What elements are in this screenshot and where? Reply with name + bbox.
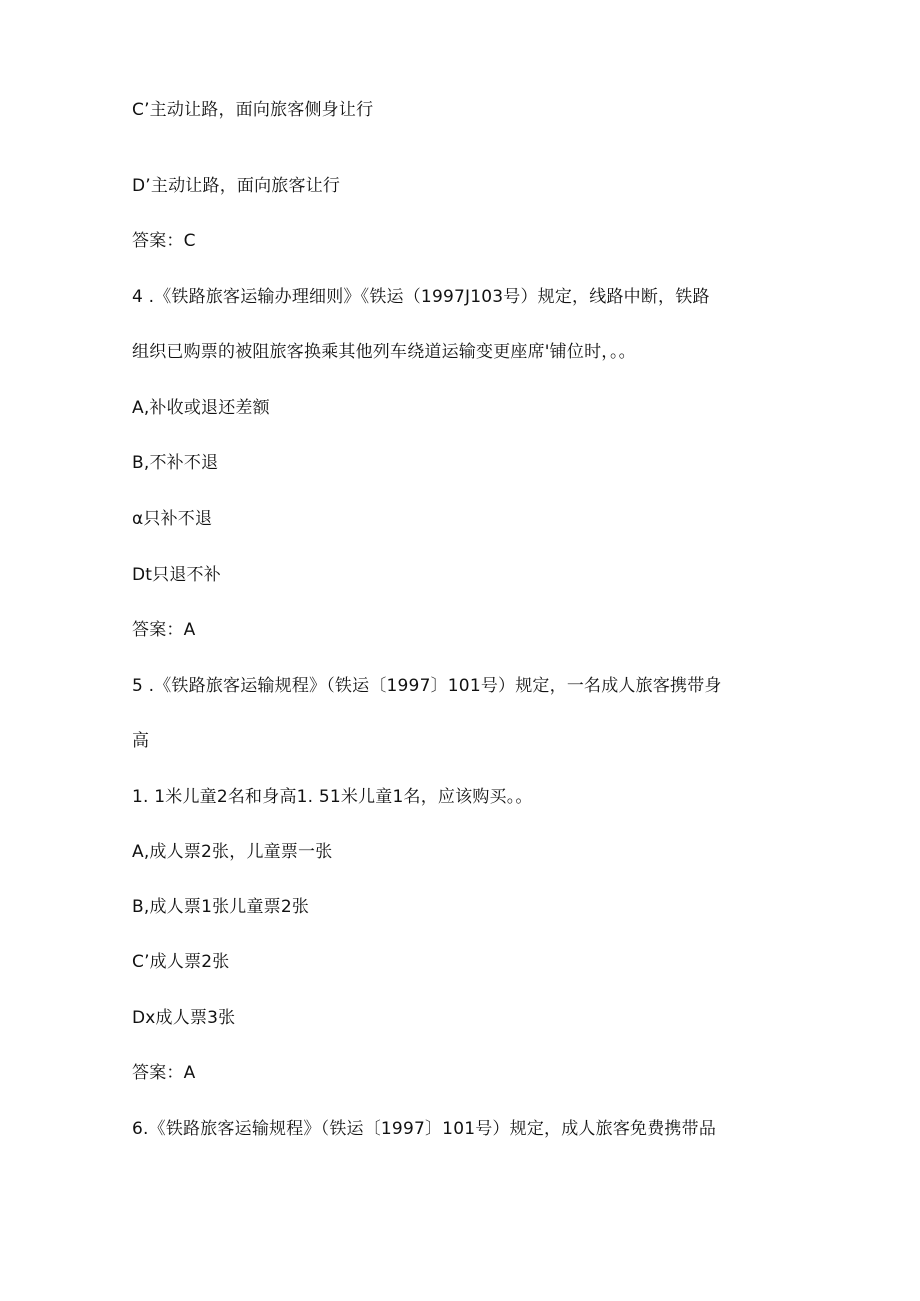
question-5-line-1: 5 .《铁路旅客运输规程》（铁运〔1997〕101号）规定，一名成人旅客携带身 xyxy=(132,676,722,696)
question-4-line-2: 组织已购票的被阻旅客换乘其他列车绕道运输变更座席'铺位时，。。 xyxy=(132,342,636,362)
option-b-line: B,成人票1张儿童票2张 xyxy=(132,897,310,917)
question-4-line-1: 4 .《铁路旅客运输办理细则》《铁运（1997J103号）规定，线路中断，铁路 xyxy=(132,287,710,307)
option-d-line: Dx成人票3张 xyxy=(132,1008,236,1028)
option-b-line: B,不补不退 xyxy=(132,453,219,473)
option-a-line: A,补收或退还差额 xyxy=(132,398,270,418)
option-c-line: C’主动让路，面向旅客侧身让行 xyxy=(132,100,374,120)
option-c-line: C’成人票2张 xyxy=(132,952,230,972)
option-a-line: A,成人票2张，儿童票一张 xyxy=(132,842,333,862)
question-5-line-2: 高 xyxy=(132,731,150,751)
question-6-line-1: 6.《铁路旅客运输规程》（铁运〔1997〕101号）规定，成人旅客免费携带品 xyxy=(132,1119,717,1139)
answer-line: 答案：A xyxy=(132,620,196,640)
answer-line: 答案：A xyxy=(132,1063,196,1083)
question-5-line-3: 1. 1米儿童2名和身高1. 51米儿童1名，应该购买。。 xyxy=(132,787,533,807)
option-d-line: Dt只退不补 xyxy=(132,565,221,585)
answer-line: 答案：C xyxy=(132,231,196,251)
option-d-line: D’主动让路，面向旅客让行 xyxy=(132,176,341,196)
option-c-line: α只补不退 xyxy=(132,509,213,529)
